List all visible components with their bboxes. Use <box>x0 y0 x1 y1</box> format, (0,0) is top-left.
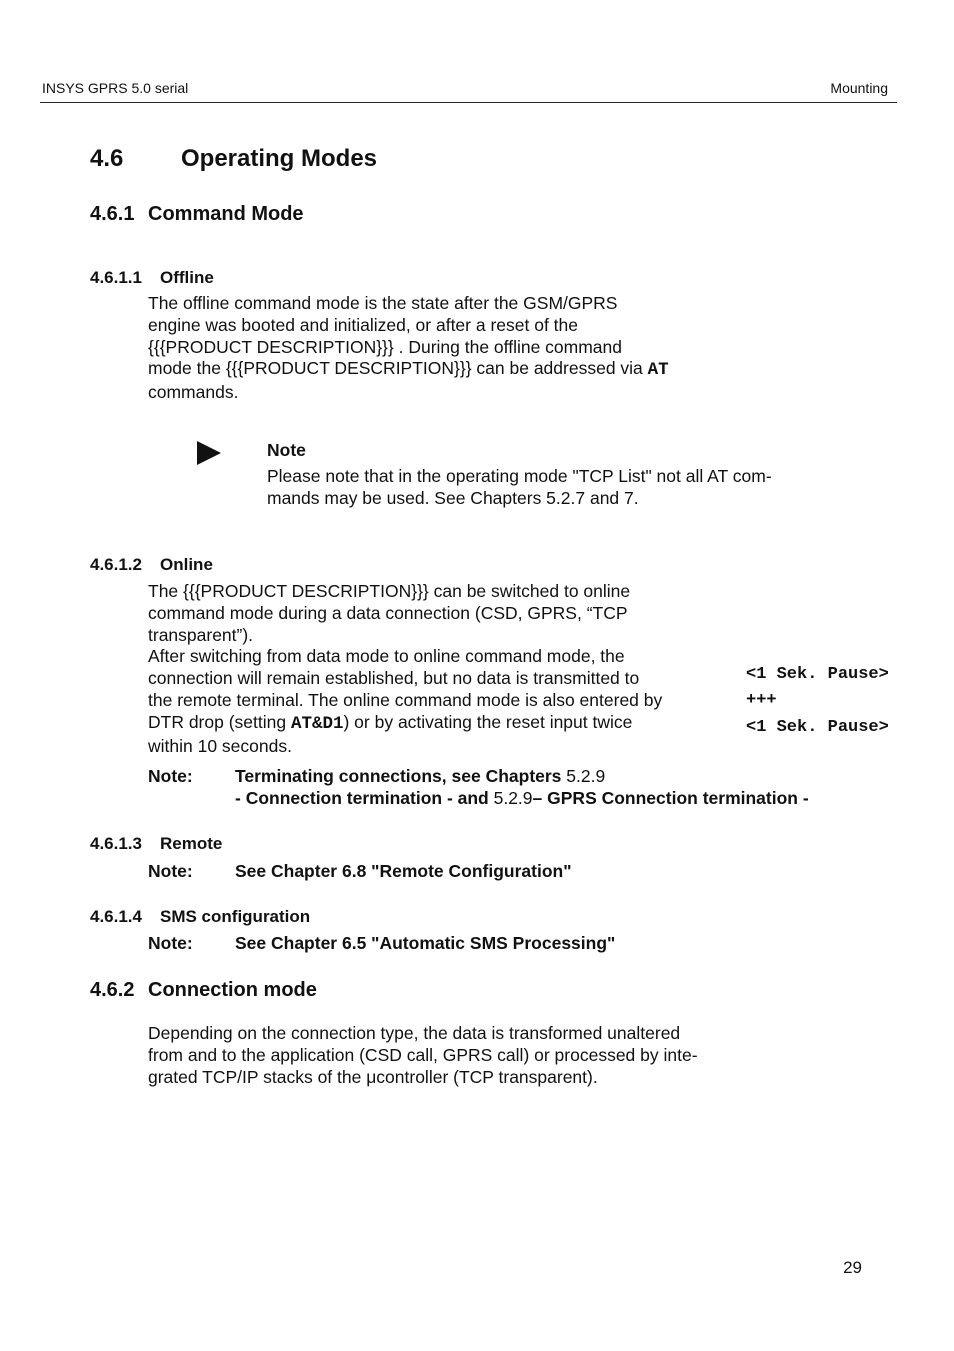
text-line <box>148 358 669 382</box>
text-line: mands may be used. See Chapters 5.2.7 and 7. <box>267 488 639 508</box>
text-segment: ) or by activating the reset input twice <box>343 711 633 732</box>
text-line: commands. <box>148 382 239 403</box>
escape-sequence-pause-2: <1 Sek. Pause> <box>746 718 889 737</box>
note-arrow-icon <box>197 441 221 465</box>
chapter-reference: 5.2.9 <box>566 766 606 786</box>
text-line: connection will remain established, but no data is transmitted to <box>148 668 640 689</box>
connection-mode-paragraph <box>148 1023 698 1088</box>
header-rule <box>40 102 897 103</box>
running-header-title: INSYS GPRS 5.0 serial <box>42 80 189 96</box>
section-number-4-6-1-2: 4.6.1.2 <box>90 555 142 574</box>
text-segment: - Connection termination - and <box>235 788 494 808</box>
section-number-4-6-1-4: 4.6.1.4 <box>90 907 142 926</box>
online-note-label: Note: <box>148 766 193 786</box>
text-line: Depending on the connection type, the data is transformed unaltered <box>148 1023 681 1043</box>
running-header-chapter: Mounting <box>830 80 888 96</box>
text-line: transparent”). <box>148 624 254 645</box>
text-line: grated TCP/IP stacks of the μcontroller (TCP transparent). <box>148 1066 598 1087</box>
text-line: The offline command mode is the state after the GSM/GPRS <box>148 293 618 313</box>
section-number-4-6-1-1: 4.6.1.1 <box>90 268 142 287</box>
section-number-4-6: 4.6 <box>90 145 124 172</box>
section-title-4-6-1: Command Mode <box>148 203 304 225</box>
text-line: After switching from data mode to online command mode, the <box>148 646 625 667</box>
sms-note-text: See Chapter 6.5 "Automatic SMS Processing" <box>235 933 616 953</box>
online-note-line-1 <box>235 766 605 787</box>
note-text <box>267 465 827 509</box>
section-title-offline: Offline <box>160 268 214 287</box>
online-paragraph <box>148 581 662 757</box>
section-title-4-6: Operating Modes <box>181 145 378 172</box>
offline-paragraph <box>148 293 669 404</box>
text-segment: Terminating connections, see Chapters <box>235 766 567 786</box>
text-line: from and to the application (CSD call, GPRS call) or processed by inte- <box>148 1044 698 1065</box>
at-command-code: AT <box>647 360 669 381</box>
text-segment: DTR drop (setting <box>148 711 291 732</box>
section-number-4-6-1-3: 4.6.1.3 <box>90 834 142 853</box>
remote-note-text: See Chapter 6.8 "Remote Configuration" <box>235 861 572 881</box>
section-title-connection-mode: Connection mode <box>148 979 317 1001</box>
page-number: 29 <box>843 1258 862 1277</box>
text-line: the remote terminal. The online command mode is also entered by <box>148 689 663 710</box>
escape-sequence-pause-1: <1 Sek. Pause> <box>746 665 889 684</box>
text-line: within 10 seconds. <box>148 735 292 756</box>
section-number-4-6-1: 4.6.1 <box>90 203 135 225</box>
text-line: The {{{PRODUCT DESCRIPTION}}} can be switched to online <box>148 581 631 601</box>
chapter-reference: 5.2.9 <box>493 788 533 808</box>
text-line: command mode during a data connection (CSD, GPRS, “TCP <box>148 602 628 623</box>
note-label: Note <box>267 440 306 460</box>
section-title-online: Online <box>160 555 213 574</box>
sms-note-label: Note: <box>148 933 193 953</box>
section-title-sms-configuration: SMS configuration <box>160 907 311 926</box>
text-segment: – GPRS Connection termination - <box>532 788 809 808</box>
text-segment: mode the {{{PRODUCT DESCRIPTION}}} can be addressed via <box>148 358 648 379</box>
text-line <box>148 712 662 736</box>
text-line: Please note that in the operating mode "TCP List" not all AT com- <box>267 466 772 486</box>
remote-note-label: Note: <box>148 861 193 881</box>
text-line: engine was booted and initialized, or after a reset of the <box>148 314 578 335</box>
text-line: {{{PRODUCT DESCRIPTION}}} . During the offline command <box>148 336 623 357</box>
section-title-remote: Remote <box>160 834 223 853</box>
section-number-4-6-2: 4.6.2 <box>90 979 135 1001</box>
online-note-line-2 <box>235 788 809 809</box>
at-d1-command-code: AT&D1 <box>290 713 344 734</box>
escape-sequence-plus: +++ <box>746 691 777 710</box>
